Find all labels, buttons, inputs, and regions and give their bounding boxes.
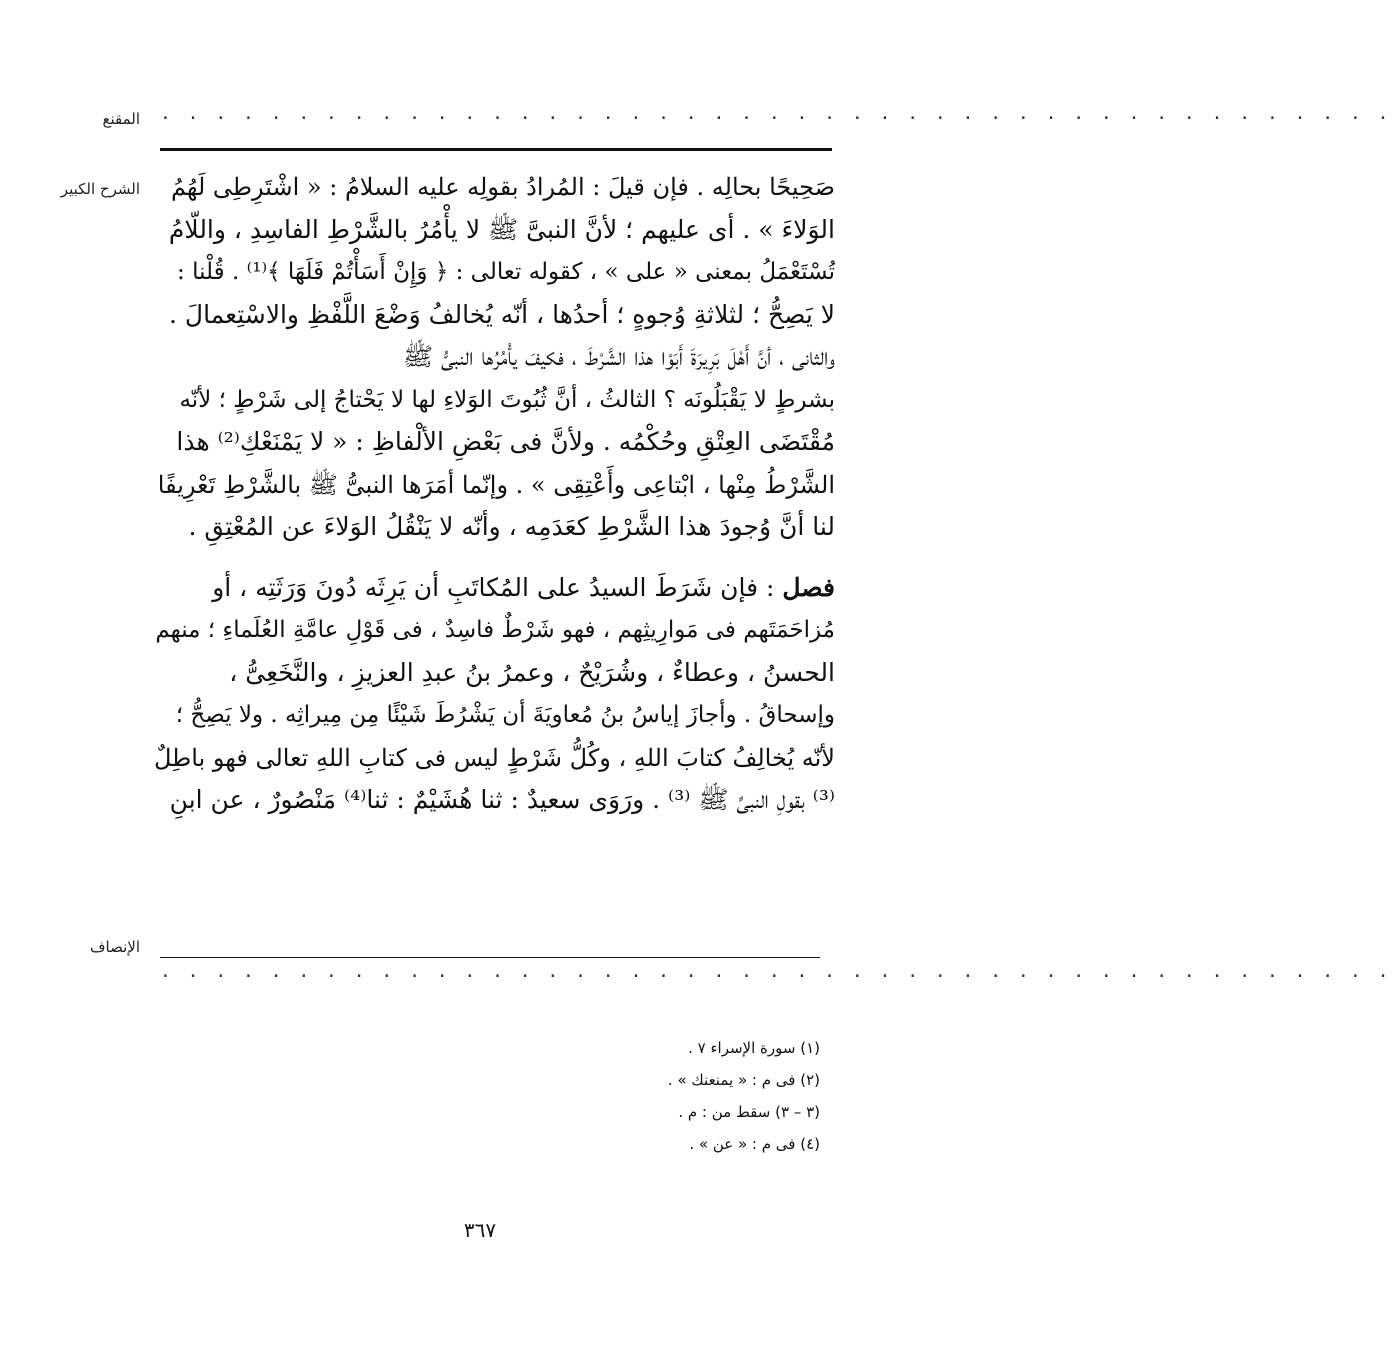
footnote: (١) سورة الإسراء ٧ . [688,1039,820,1057]
footnote: (٤) فى م : « عن » . [689,1135,820,1153]
commentary-body [155,166,835,822]
footnote: (٣ – ٣) سقط من : م . [678,1103,820,1121]
text-line: صَحِيحًا بحالِه . فإن قيلَ : المُرادُ بقولِه عليه السلامُ : « اشْتَرِطِى لَهُمُ [170,173,835,201]
text-line: تُسْتَعْمَلُ بمعنى « على » ، كقوله تعالى : ﴿ وَإِنْ أَسَأْتُمْ فَلَهَا ﴾⁽¹⁾ . قُلْنا : [177,259,835,285]
text-line: لأنّه يُخالِفُ كتابَ اللهِ ، وكُلُّ شَرْطٍ ليس فى كتابِ اللهِ تعالى فهو باطِلٌ [154,743,835,772]
insaf-side-label: الإنصاف [89,938,140,956]
commentary-side-label: الشرح الكبير [60,180,140,198]
text-line: مُقْتَضَى العِتْقِ وحُكْمُه . ولأنَّ فى بَعْضِ الألْفاظِ : « لا يَمْنَعْكِ⁽²⁾ هذا [176,427,835,456]
text-line: الوَلاءَ » . أى عليهم ؛ لأنَّ النبىَّ ﷺ لا يأْمُرُ بالشَّرْطِ الفاسِدِ ، واللّامُ [168,214,835,244]
text-line [155,567,835,610]
text-line: ⁽³⁾ بقولِ النبىِّ ﷺ ⁽³⁾ . ورَوَى سعيدٌ : ثنا هُشَيْمٌ : ثنا⁽⁴⁾ مَنْصُورٌ ، عن ابنِ [169,785,835,814]
text-line: الحسنُ ، وعطاءٌ ، وشُرَيْحٌ ، وعمرُ بنُ عبدِ العزيزِ ، والنَّخَعِىُّ ، [229,657,835,687]
text-line: الشَّرْطُ مِنْها ، ابْتاعِى وأَعْتِقِى » . وإنّما أمَرَها النبىُّ ﷺ بالشَّرْطِ تَعْرِيفًا [157,470,835,499]
header-dotted-line: · · · · · · · · · · · · · · · · · · · · · · · · · · · · · · · · · · · · · · · · · · · · · [160,108,1392,129]
footnotes [520,1032,820,1160]
insaf-dotted-line: · · · · · · · · · · · · · · · · · · · · · · · · · · · · · · · · · · · · · · · · · · · · · [160,966,1392,987]
text-line: لنا أنَّ وُجودَ هذا الشَّرْطِ كعَدَمِه ، وأنّه لا يَنْقُلُ الوَلاءَ عن المُعْتِقِ . [188,512,835,541]
fasl-heading: فصل [782,572,835,602]
fasl-text: : فإن شَرَطَ السيدُ على المُكاتَبِ أن يَرِثَه دُونَ وَرَثَتِه ، أو [212,572,783,602]
text-line: بشرطٍ لا يَقْبَلُونَه ؟ الثالثُ ، أنَّ ثُبُوتَ الوَلاءِ لها لا يَحْتاجُ إلى شَرْطٍ ؛ لأنّه [179,386,835,413]
header-side-label: المقنع [102,110,140,128]
text-line: لا يَصِحُّ ؛ لثلاثةِ وُجوهٍ ؛ أحدُها ، أنّه يُخالفُ وَضْعَ اللَّفْظِ والاسْتِعمالَ . [169,299,835,329]
footnote: (٢) فى م : « يمنعنك » . [667,1071,820,1089]
header-rule [160,148,832,151]
text-line: والثانى ، أنَّ أَهْلَ بَرِيرَةَ أَبَوْا هذا الشَّرْطَ ، فكيفَ يأْمُرُها النبىُّ ﷺ [402,342,835,371]
text-line: وإسحاقُ . وأجازَ إياسُ بنُ مُعاويَةَ أن يَشْرُطَ شَيْئًا مِن مِيراثِه . ولا يَصِحُّ ؛ [175,702,835,728]
text-line: مُزاحَمَتَهم فى مَوارِيثِهم ، فهو شَرْطٌ فاسِدٌ ، فى قَوْلِ عامَّةِ العُلَماءِ ؛ منهم [155,617,835,643]
paragraph-1 [155,166,835,549]
paragraph-2 [155,567,835,822]
page-number: ٣٦٧ [463,1218,497,1242]
insaf-rule [160,957,820,958]
